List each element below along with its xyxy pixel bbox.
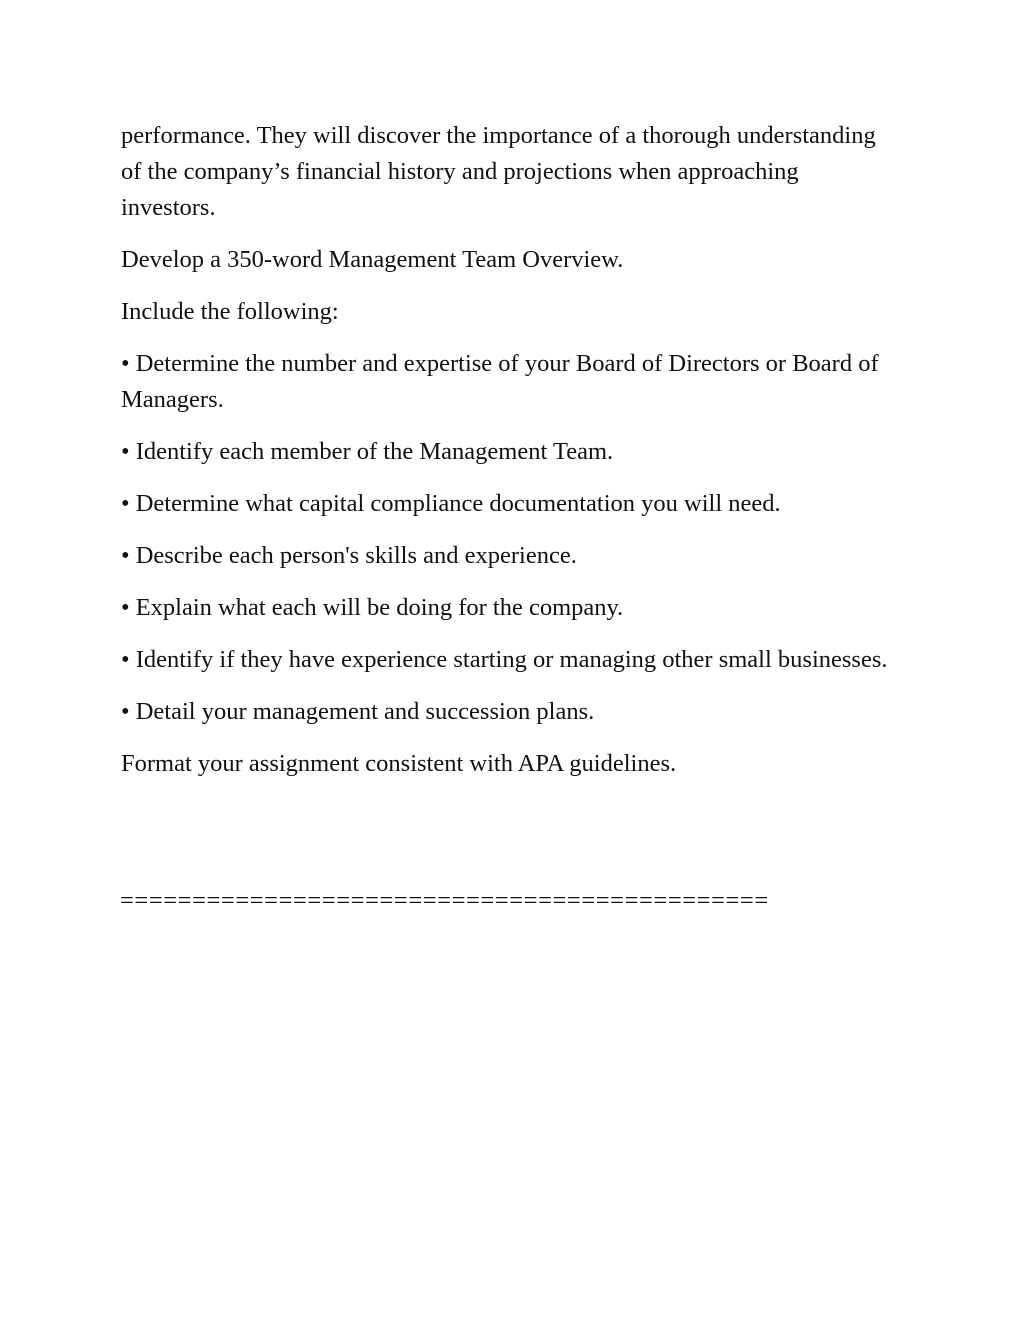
bullet-compliance-documentation: • Determine what capital compliance documentation you will need. <box>121 490 781 517</box>
bullet-succession-plans: • Detail your management and succession plans. <box>121 698 595 725</box>
bullet-board-of-directors: • Determine the number and expertise of your Board of Directors or Board of Managers. <box>121 350 879 413</box>
document-body <box>121 118 901 798</box>
paragraph-include-following: Include the following: <box>121 298 339 325</box>
paragraph-apa-format: Format your assignment consistent with APA guidelines. <box>121 750 677 777</box>
bullet-company-roles: • Explain what each will be doing for the company. <box>121 594 624 621</box>
separator-line: ============================================= <box>120 887 769 914</box>
paragraph-develop-overview: Develop a 350-word Management Team Overview. <box>121 246 624 273</box>
bullet-small-business-experience: • Identify if they have experience starting or managing other small businesses. <box>121 646 888 673</box>
bullet-identify-members: • Identify each member of the Management Team. <box>121 438 614 465</box>
bullet-skills-experience: • Describe each person's skills and experience. <box>121 542 577 569</box>
paragraph-performance: performance. They will discover the importance of a thorough understanding of the company’s financial history and projections when approaching investors. <box>121 122 876 221</box>
